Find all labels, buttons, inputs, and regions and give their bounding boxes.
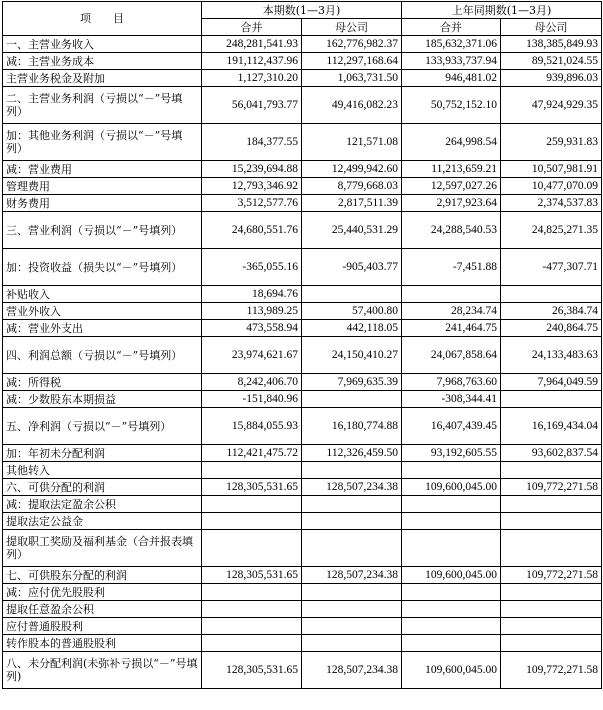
row-label: 五、净利润（亏损以“－”号填列） [3,408,202,445]
row-label: 补贴收入 [3,286,202,303]
cell-prior-parent: 10,477,070.09 [501,178,602,195]
table-row [3,530,602,567]
cell-prior-parent: 10,507,981.91 [501,161,602,178]
header-prior-period: 上年同期数(1—3月) [402,2,602,19]
cell-prior-consolidated: 24,288,540.53 [402,212,501,249]
cell-prior-parent: 16,169,434.04 [501,408,602,445]
cell-current-parent: 2,817,511.39 [302,195,402,212]
row-label: 减：营业费用 [3,161,202,178]
cell-current-parent: 12,499,942.60 [302,161,402,178]
cell-current-parent: 24,150,410.27 [302,337,402,374]
table-row [3,36,602,53]
cell-current-consolidated: 184,377.55 [202,124,302,161]
cell-current-consolidated: 128,305,531.65 [202,652,302,689]
row-label: 提取任意盈余公积 [3,601,202,618]
cell-prior-parent [501,391,602,408]
row-label: 减：主营业务成本 [3,53,202,70]
cell-current-consolidated: 473,558.94 [202,320,302,337]
table-row [3,337,602,374]
cell-current-parent: 25,440,531.29 [302,212,402,249]
cell-prior-consolidated: 24,067,858.64 [402,337,501,374]
cell-current-parent: 162,776,982.37 [302,36,402,53]
cell-current-consolidated: 18,694.76 [202,286,302,303]
cell-current-parent [302,618,402,635]
cell-prior-consolidated: 946,481.02 [402,70,501,87]
cell-current-consolidated: -151,840.96 [202,391,302,408]
cell-prior-consolidated: 11,213,659.21 [402,161,501,178]
table-row [3,513,602,530]
table-row [3,391,602,408]
cell-current-parent: -905,403.77 [302,249,402,286]
row-label: 营业外收入 [3,303,202,320]
cell-prior-consolidated: 109,600,045.00 [402,652,501,689]
cell-prior-parent [501,601,602,618]
cell-current-parent: 8,779,668.03 [302,178,402,195]
cell-prior-parent: -477,307.71 [501,249,602,286]
cell-current-parent [302,635,402,652]
cell-current-consolidated [202,618,302,635]
cell-current-consolidated: 128,305,531.65 [202,567,302,584]
cell-prior-parent [501,496,602,513]
cell-current-parent: 112,326,459.50 [302,445,402,462]
cell-current-consolidated: 24,680,551.76 [202,212,302,249]
row-label: 三、营业利润（亏损以“－”号填列） [3,212,202,249]
cell-prior-parent [501,584,602,601]
cell-current-parent [302,601,402,618]
cell-current-parent: 112,297,168.64 [302,53,402,70]
cell-current-consolidated [202,584,302,601]
row-label: 减：所得税 [3,374,202,391]
table-row [3,70,602,87]
cell-current-consolidated [202,601,302,618]
cell-current-consolidated [202,496,302,513]
cell-prior-parent: 109,772,271.58 [501,479,602,496]
header-current-consolidated: 合并 [202,19,302,36]
table-row [3,53,602,70]
cell-prior-parent: 240,864.75 [501,320,602,337]
cell-prior-parent: 93,602,837.54 [501,445,602,462]
cell-current-parent: 49,416,082.23 [302,87,402,124]
table-row [3,178,602,195]
cell-current-parent: 442,118.05 [302,320,402,337]
cell-prior-consolidated: 264,998.54 [402,124,501,161]
cell-current-consolidated: 191,112,437.96 [202,53,302,70]
cell-prior-parent: 24,825,271.35 [501,212,602,249]
row-label: 八、未分配利润(未弥补亏损以“－”号填列) [3,652,202,689]
table-row [3,212,602,249]
cell-prior-consolidated [402,601,501,618]
table-row [3,652,602,689]
cell-prior-parent [501,513,602,530]
cell-current-consolidated [202,635,302,652]
cell-prior-parent: 2,374,537.83 [501,195,602,212]
cell-prior-consolidated: 109,600,045.00 [402,567,501,584]
cell-prior-consolidated [402,584,501,601]
cell-current-consolidated: 248,281,541.93 [202,36,302,53]
cell-current-consolidated [202,530,302,567]
cell-prior-consolidated: 7,968,763.60 [402,374,501,391]
table-row [3,567,602,584]
cell-prior-consolidated: 12,597,027.26 [402,178,501,195]
table-row [3,320,602,337]
cell-current-consolidated: 8,242,406.70 [202,374,302,391]
cell-current-parent [302,391,402,408]
cell-prior-consolidated: 109,600,045.00 [402,479,501,496]
table-row [3,462,602,479]
cell-current-parent: 128,507,234.38 [302,652,402,689]
cell-current-parent: 57,400.80 [302,303,402,320]
cell-prior-consolidated: 50,752,152.10 [402,87,501,124]
cell-prior-parent: 259,931.83 [501,124,602,161]
cell-current-consolidated: 112,421,475.72 [202,445,302,462]
table-row [3,479,602,496]
table-row [3,445,602,462]
cell-prior-consolidated [402,462,501,479]
row-label: 转作股本的普通股股利 [3,635,202,652]
header-prior-consolidated: 合并 [402,19,501,36]
cell-prior-parent: 26,384.74 [501,303,602,320]
cell-current-consolidated: 128,305,531.65 [202,479,302,496]
cell-prior-consolidated: 93,192,605.55 [402,445,501,462]
table-row [3,87,602,124]
cell-prior-consolidated: -7,451.88 [402,249,501,286]
row-label: 应付普通股股利 [3,618,202,635]
row-label: 主营业务税金及附加 [3,70,202,87]
table-row [3,496,602,513]
row-label: 减：应付优先股股利 [3,584,202,601]
cell-current-consolidated: -365,055.16 [202,249,302,286]
row-label: 提取法定公益金 [3,513,202,530]
cell-prior-consolidated [402,286,501,303]
cell-current-parent [302,286,402,303]
cell-prior-consolidated [402,635,501,652]
row-label: 其他转入 [3,462,202,479]
income-statement-table [2,1,602,689]
row-label: 四、利润总额（亏损以“－”号填列） [3,337,202,374]
table-row [3,303,602,320]
cell-current-parent [302,462,402,479]
cell-current-parent [302,513,402,530]
table-row [3,408,602,445]
table-row [3,286,602,303]
cell-current-consolidated: 56,041,793.77 [202,87,302,124]
cell-current-parent: 7,969,635.39 [302,374,402,391]
table-row [3,635,602,652]
cell-current-parent [302,530,402,567]
cell-prior-consolidated: 185,632,371.06 [402,36,501,53]
cell-current-consolidated: 1,127,310.20 [202,70,302,87]
cell-current-parent: 1,063,731.50 [302,70,402,87]
cell-prior-consolidated: 16,407,439.45 [402,408,501,445]
row-label: 七、可供股东分配的利润 [3,567,202,584]
header-prior-parent: 母公司 [501,19,602,36]
cell-current-consolidated: 23,974,621.67 [202,337,302,374]
cell-current-consolidated: 12,793,346.92 [202,178,302,195]
row-label: 加：投资收益（损失以“－”号填列） [3,249,202,286]
cell-prior-consolidated: 2,917,923.64 [402,195,501,212]
cell-current-parent [302,496,402,513]
header-current-period: 本期数(1—3月) [202,2,402,19]
cell-prior-parent [501,635,602,652]
cell-prior-parent: 47,924,929.35 [501,87,602,124]
cell-prior-parent [501,286,602,303]
cell-prior-consolidated [402,496,501,513]
cell-current-parent: 16,180,774.88 [302,408,402,445]
cell-prior-consolidated: 133,933,737.94 [402,53,501,70]
cell-prior-consolidated: 28,234.74 [402,303,501,320]
cell-prior-consolidated [402,618,501,635]
cell-current-consolidated: 15,239,694.88 [202,161,302,178]
cell-current-parent: 128,507,234.38 [302,567,402,584]
table-row [3,374,602,391]
row-label: 财务费用 [3,195,202,212]
cell-prior-consolidated [402,513,501,530]
table-row [3,124,602,161]
table-row [3,618,602,635]
cell-prior-consolidated: 241,464.75 [402,320,501,337]
cell-prior-parent: 24,133,483.63 [501,337,602,374]
header-current-parent: 母公司 [302,19,402,36]
cell-prior-parent [501,462,602,479]
table-body [3,36,602,689]
row-label: 加：年初未分配利润 [3,445,202,462]
cell-current-consolidated: 3,512,577.76 [202,195,302,212]
cell-current-parent [302,584,402,601]
cell-prior-parent: 138,385,849.93 [501,36,602,53]
cell-current-consolidated: 15,884,055.93 [202,408,302,445]
cell-current-consolidated [202,513,302,530]
table-row [3,601,602,618]
row-label: 管理费用 [3,178,202,195]
row-label: 二、主营业务利润（亏损以“－”号填列） [3,87,202,124]
cell-prior-parent: 109,772,271.58 [501,652,602,689]
cell-current-consolidated [202,462,302,479]
table-row [3,161,602,178]
table-row [3,249,602,286]
row-label: 减：少数股东本期损益 [3,391,202,408]
cell-prior-parent [501,618,602,635]
cell-current-parent: 121,571.08 [302,124,402,161]
row-label: 六、可供分配的利润 [3,479,202,496]
table-row [3,195,602,212]
row-label: 加：其他业务利润（亏损以“－”号填列） [3,124,202,161]
cell-prior-parent [501,530,602,567]
cell-prior-parent: 109,772,271.58 [501,567,602,584]
cell-current-parent: 128,507,234.38 [302,479,402,496]
cell-prior-consolidated: -308,344.41 [402,391,501,408]
cell-prior-parent: 7,964,049.59 [501,374,602,391]
row-label: 一、主营业务收入 [3,36,202,53]
row-label: 提取职工奖励及福利基金（合并报表填列） [3,530,202,567]
header-item: 项 目 [3,2,202,36]
cell-prior-parent: 89,521,024.55 [501,53,602,70]
row-label: 减：营业外支出 [3,320,202,337]
row-label: 减：提取法定盈余公积 [3,496,202,513]
table-row [3,584,602,601]
cell-prior-consolidated [402,530,501,567]
cell-current-consolidated: 113,989.25 [202,303,302,320]
cell-prior-parent: 939,896.03 [501,70,602,87]
